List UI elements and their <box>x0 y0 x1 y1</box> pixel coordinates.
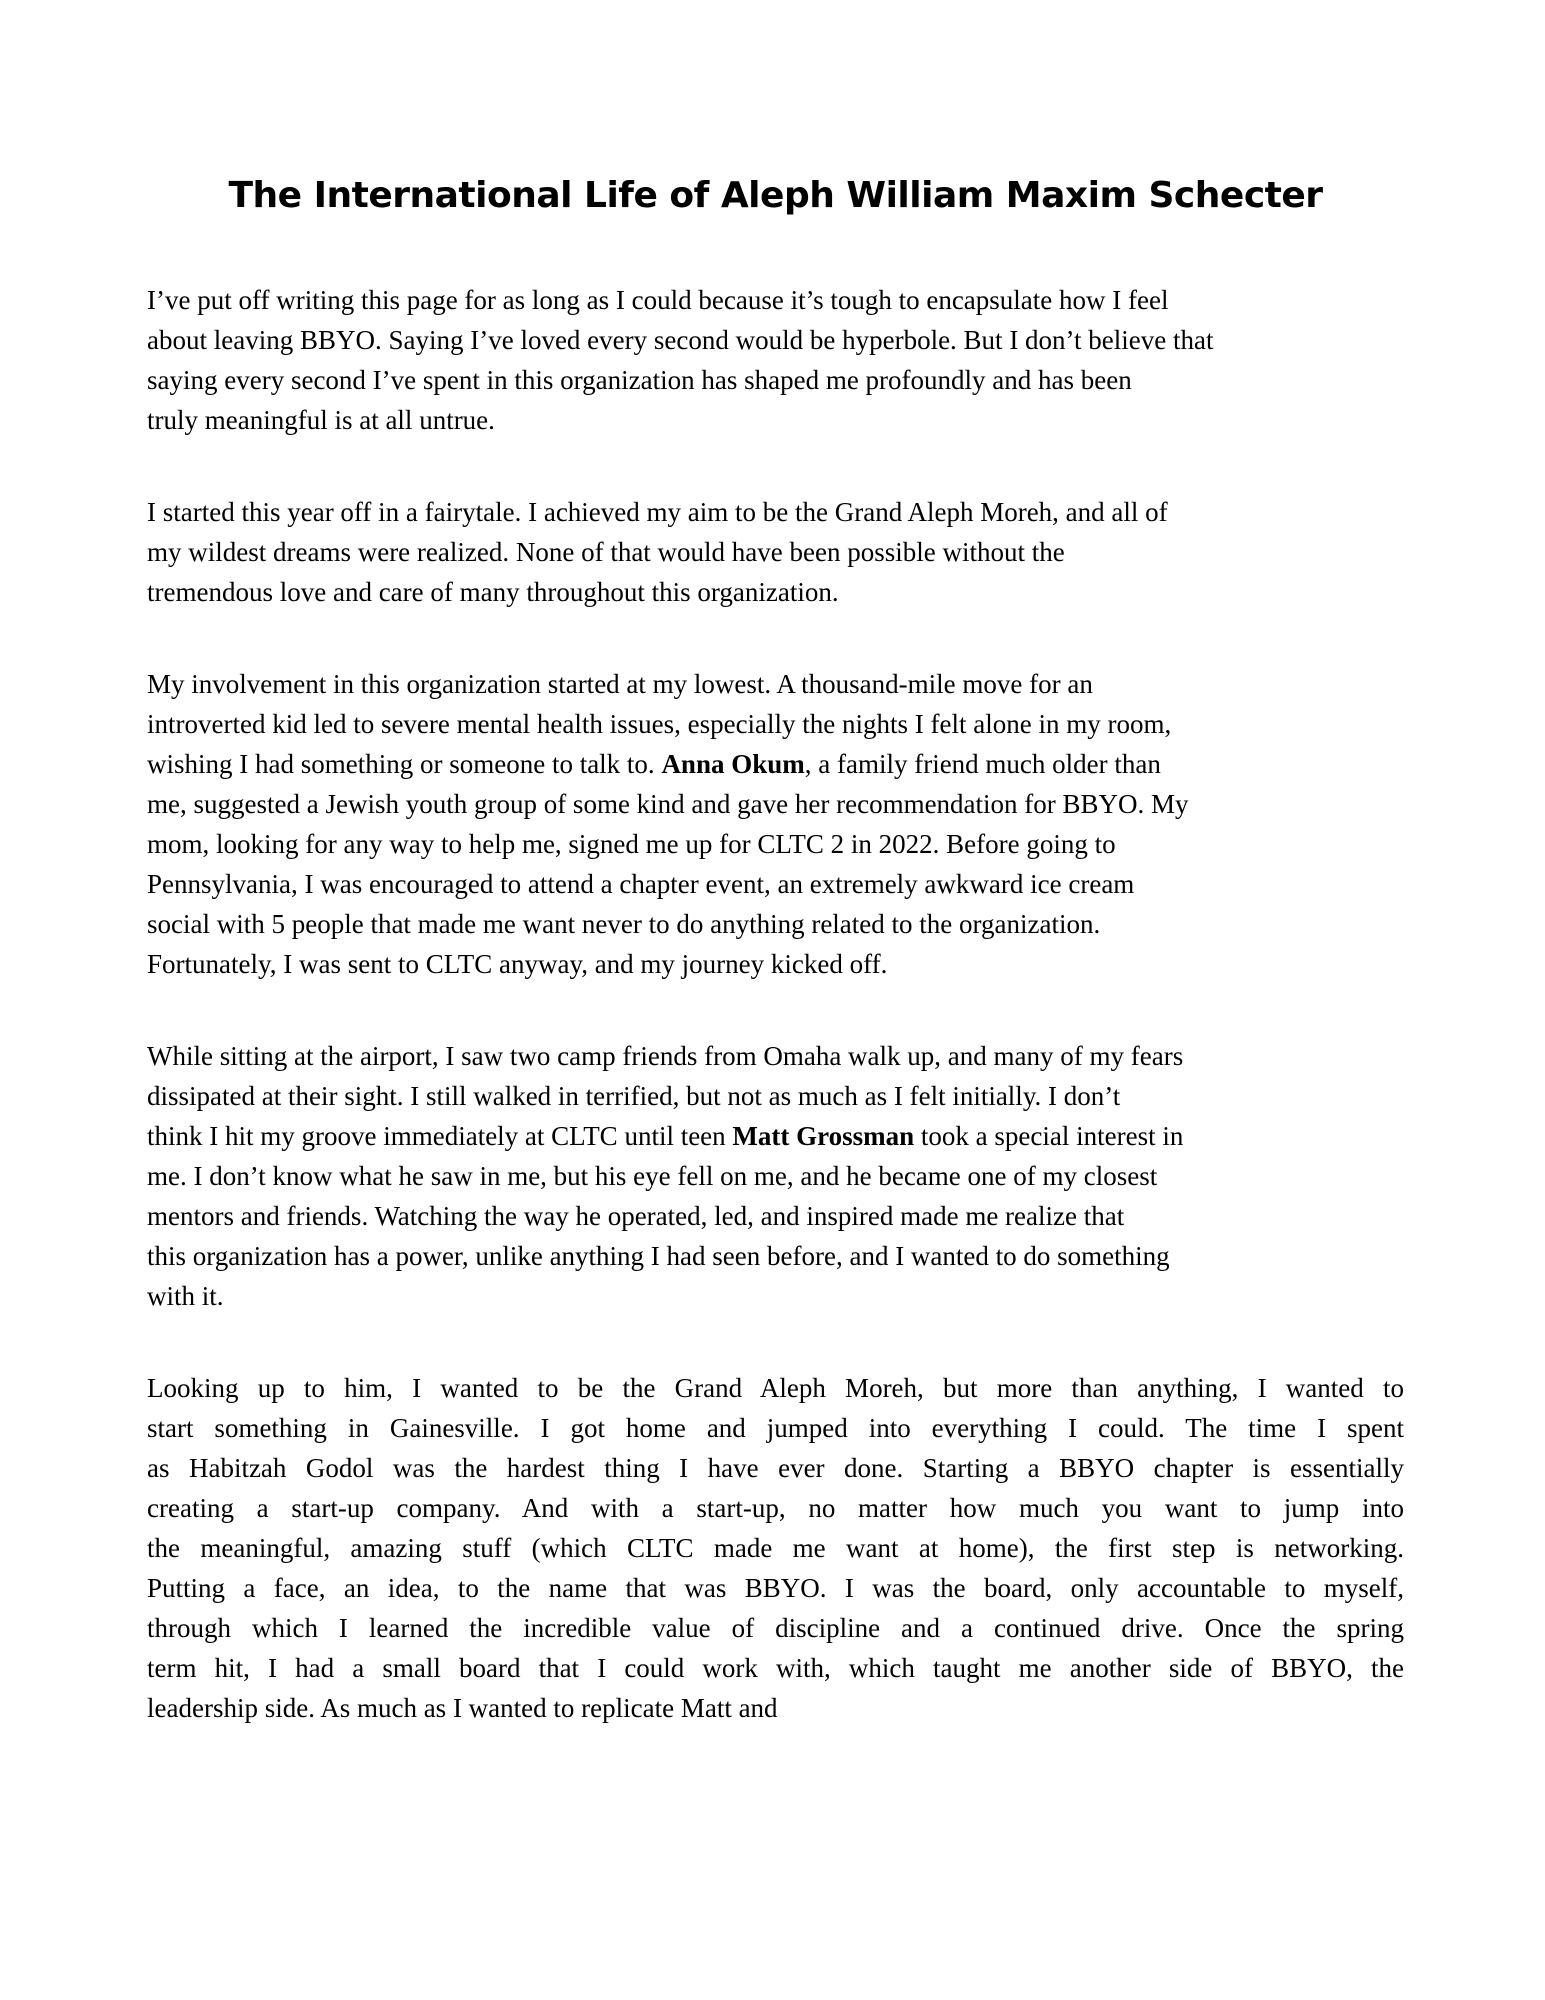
text-line <box>147 1448 1404 1488</box>
text-line <box>147 532 1404 572</box>
text-line <box>147 360 1404 400</box>
text-run: think I hit my groove immediately at CLTC until teen <box>147 1121 733 1151</box>
bold-name-text: Anna Okum <box>661 749 805 779</box>
text-run: mom, looking for any way to help me, signed me up for CLTC 2 in 2022. Before going to <box>147 829 1116 859</box>
text-run: wishing I had something or someone to talk to. <box>147 749 662 779</box>
document-body <box>147 280 1404 1728</box>
paragraph <box>147 492 1404 612</box>
text-line <box>147 664 1404 704</box>
text-run: this organization has a power, unlike anything I had seen before, and I wanted to do something <box>147 1241 1170 1271</box>
text-line <box>147 400 1404 440</box>
text-line <box>147 1688 1404 1728</box>
text-run: creating a start-up company. And with a start-up, no matter how much you want to jump into <box>147 1493 1404 1523</box>
text-run: term hit, I had a small board that I could work with, which taught me another side of BBYO, the <box>147 1653 1404 1683</box>
text-run: Putting a face, an idea, to the name that was BBYO. I was the board, only accountable to myself, <box>147 1573 1404 1603</box>
text-run: leadership side. As much as I wanted to replicate Matt and <box>147 1693 778 1723</box>
text-run: I started this year off in a fairytale. I achieved my aim to be the Grand Aleph Moreh, and all of <box>147 497 1168 527</box>
text-line <box>147 744 1404 784</box>
text-line <box>147 1036 1404 1076</box>
document-title: The International Life of Aleph William Maxim Schecter <box>228 175 1323 216</box>
text-line <box>147 1236 1404 1276</box>
text-line <box>147 572 1404 612</box>
text-run: me. I don’t know what he saw in me, but his eye fell on me, and he became one of my closest <box>147 1161 1158 1191</box>
text-line <box>147 1276 1404 1316</box>
text-run: I’ve put off writing this page for as long as I could because it’s tough to encapsulate how I feel <box>147 285 1169 315</box>
text-run: as Habitzah Godol was the hardest thing I have ever done. Starting a BBYO chapter is essentially <box>147 1453 1404 1483</box>
paragraph <box>147 664 1404 984</box>
text-line <box>147 824 1404 864</box>
paragraph <box>147 280 1404 440</box>
text-run: the meaningful, amazing stuff (which CLTC made me want at home), the first step is networking. <box>147 1533 1404 1563</box>
text-run: , a family friend much older than <box>804 749 1161 779</box>
text-run: about leaving BBYO. Saying I’ve loved every second would be hyperbole. But I don’t believe that <box>147 325 1214 355</box>
text-run: While sitting at the airport, I saw two camp friends from Omaha walk up, and many of my fears <box>147 1041 1184 1071</box>
text-line <box>147 1608 1404 1648</box>
text-run: Pennsylvania, I was encouraged to attend a chapter event, an extremely awkward ice cream <box>147 869 1135 899</box>
text-run: Fortunately, I was sent to CLTC anyway, and my journey kicked off. <box>147 949 888 979</box>
text-line <box>147 1568 1404 1608</box>
text-line <box>147 1156 1404 1196</box>
text-line <box>147 1116 1404 1156</box>
text-run: mentors and friends. Watching the way he operated, led, and inspired made me realize that <box>147 1201 1125 1231</box>
text-line <box>147 704 1404 744</box>
text-line <box>147 944 1404 984</box>
text-run: tremendous love and care of many throughout this organization. <box>147 577 839 607</box>
text-line <box>147 280 1404 320</box>
paragraph <box>147 1368 1404 1728</box>
text-line <box>147 1528 1404 1568</box>
text-line <box>147 864 1404 904</box>
text-run: Looking up to him, I wanted to be the Grand Aleph Moreh, but more than anything, I wanted to <box>147 1373 1404 1403</box>
text-line <box>147 1368 1404 1408</box>
paragraph <box>147 1036 1404 1316</box>
text-run: saying every second I’ve spent in this organization has shaped me profoundly and has been <box>147 365 1132 395</box>
text-run: truly meaningful is at all untrue. <box>147 405 495 435</box>
text-line <box>147 1196 1404 1236</box>
text-line <box>147 1648 1404 1688</box>
text-run: introverted kid led to severe mental health issues, especially the nights I felt alone in my room, <box>147 709 1172 739</box>
text-run: start something in Gainesville. I got home and jumped into everything I could. The time I spent <box>147 1413 1404 1443</box>
text-line <box>147 492 1404 532</box>
text-line <box>147 1488 1404 1528</box>
text-run: me, suggested a Jewish youth group of some kind and gave her recommendation for BBYO. My <box>147 789 1189 819</box>
text-run: social with 5 people that made me want never to do anything related to the organization. <box>147 909 1101 939</box>
text-run: dissipated at their sight. I still walked in terrified, but not as much as I felt initially. I don’t <box>147 1081 1121 1111</box>
text-line <box>147 784 1404 824</box>
text-run: took a special interest in <box>914 1121 1184 1151</box>
bold-name-text: Matt Grossman <box>732 1121 915 1151</box>
text-run: My involvement in this organization started at my lowest. A thousand-mile move for an <box>147 669 1093 699</box>
text-line <box>147 320 1404 360</box>
text-line <box>147 904 1404 944</box>
text-line <box>147 1408 1404 1448</box>
text-run: with it. <box>147 1281 224 1311</box>
text-run: my wildest dreams were realized. None of that would have been possible without the <box>147 537 1065 567</box>
text-line <box>147 1076 1404 1116</box>
text-run: through which I learned the incredible value of discipline and a continued drive. Once the spring <box>147 1613 1404 1643</box>
